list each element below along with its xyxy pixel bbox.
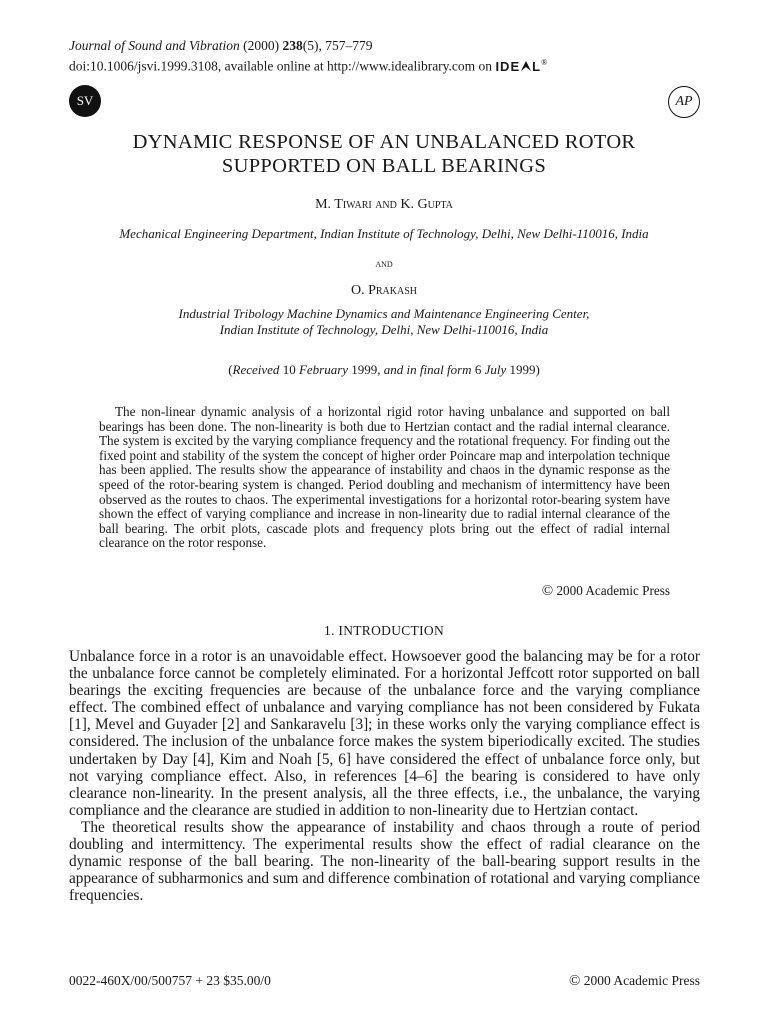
sv-logo-text: SV <box>76 93 94 108</box>
final-month: July <box>484 362 507 377</box>
author-3: O. Prakash <box>350 283 417 298</box>
footer-copyright-text: 2000 Academic Press <box>583 973 700 988</box>
received-dates <box>40 362 728 378</box>
ideal-logo-text: IDE <box>495 58 521 74</box>
received-year: 1999, <box>351 362 381 377</box>
registered-mark: ® <box>541 58 548 67</box>
final-day: 6 <box>474 362 482 377</box>
abstract-copyright <box>470 583 670 600</box>
paper-title <box>40 130 728 178</box>
received-month: February <box>298 362 349 377</box>
footer-code: 0022-460X/00/500757 + 23 $35.00/0 <box>69 973 271 988</box>
affiliation-2-line-1: Industrial Tribology Machine Dynamics and Maintenance Engineering Center, <box>178 306 590 321</box>
affiliation-1: Mechanical Engineering Department, Indian Institute of Technology, Delhi, New Delhi-110016, India <box>119 226 649 241</box>
received-label: Received <box>232 362 280 377</box>
journal-name: Journal of Sound and Vibration <box>69 38 240 53</box>
ideal-arrow-icon <box>520 60 532 72</box>
body-text <box>69 648 700 904</box>
paragraph-2: The theoretical results show the appearance of instability and chaos through a route of period doubling and intermittency. The experimental results show the effect of radial clearance on the dynamic response of the ball bearing. The non-linearity of the ball-bearing support results in the appearance of subharmonics and sum and difference combination of rotational and varying compliance frequencies. <box>69 818 700 905</box>
section-heading: 1. INTRODUCTION <box>324 623 444 638</box>
title-line-2: SUPPORTED ON BALL BEARINGS <box>221 155 547 177</box>
copyright-symbol: © <box>541 583 554 599</box>
ap-logo-text: AP <box>675 94 693 109</box>
journal-issue-pages: (5), 757–779 <box>302 38 373 53</box>
abstract: The non-linear dynamic analysis of a horizontal rigid rotor having unbalance and supported on ball bearings has been done. The non-linearity is both due to Hertzian contact and the radial internal clearance. The system is excited by the varying compliance frequency and the rotational frequency. For finding out the fixed point and stability of the system the concept of higher order Poincare map and interpolation technique has been applied. The results show the appearance of instability and chaos in the dynamic response as the speed of the rotor-bearing system is changed. Period doubling and mechanism of intermittency have been observed as the routes to chaos. The experimental investigations for a horizontal rotor-bearing system have shown the effect of varying compliance and increase in non-linearity due to radial internal clearance of the ball bearing. The orbit plots, cascade plots and frequency plots bring out the effect of radial internal clearance on the rotor response. <box>99 404 670 551</box>
affiliation-2 <box>40 306 728 338</box>
journal-year: (2000) <box>243 38 280 53</box>
received-open: ( <box>228 362 233 377</box>
authors-line: M. Tiwari and K. Gupta <box>315 197 453 212</box>
ideal-logo-end: L <box>532 58 542 74</box>
journal-header <box>69 37 547 75</box>
abstract-copyright-text: 2000 Academic Press <box>556 583 670 598</box>
journal-citation <box>69 37 547 54</box>
paragraph-1: Unbalance force in a rotor is an unavoidable effect. Howsoever good the balancing may be for a rotor the unbalance force cannot be completely eliminated. For a horizontal Jeffcott rotor supported on ball bearings the exciting frequencies are because of the unbalance force and the varying compliance effect. The combined effect of unbalance and varying compliance has not been considered by Fukata [1], Mevel and Guyader [2] and Sankaravelu [3]; in these works only the varying compliance effect is considered. The inclusion of the unbalance force makes the system biperiodically excited. The studies undertaken by Day [4], Kim and Noah [5, 6] have considered the effect of unbalance force only, but not varying compliance effect. Also, in references [4–6] the bearing is considered to have only clearance non-linearity. In the present analysis, all the three effects, i.e., the unbalance, the varying compliance and the clearance are studied in addition to non-linearity due to Hertzian contact. <box>69 648 700 819</box>
received-day: 10 <box>282 362 296 377</box>
final-label: and in final form <box>383 362 472 377</box>
doi-line <box>69 54 547 75</box>
footer-copyright <box>480 973 700 990</box>
title-line-1: DYNAMIC RESPONSE OF AN UNBALANCED ROTOR <box>132 131 636 153</box>
footer-copyright-symbol: © <box>568 973 581 989</box>
journal-volume: 238 <box>282 38 303 53</box>
final-year: 1999) <box>509 362 540 377</box>
sv-publisher-logo <box>69 85 101 117</box>
ideal-logo <box>495 59 541 74</box>
ap-publisher-logo <box>668 86 700 118</box>
and-separator: and <box>375 256 393 270</box>
affiliation-2-line-2: Indian Institute of Technology, Delhi, New Delhi-110016, India <box>219 322 549 337</box>
doi-text: doi:10.1006/jsvi.1999.3108, available online at http://www.idealibrary.com on <box>69 58 493 74</box>
